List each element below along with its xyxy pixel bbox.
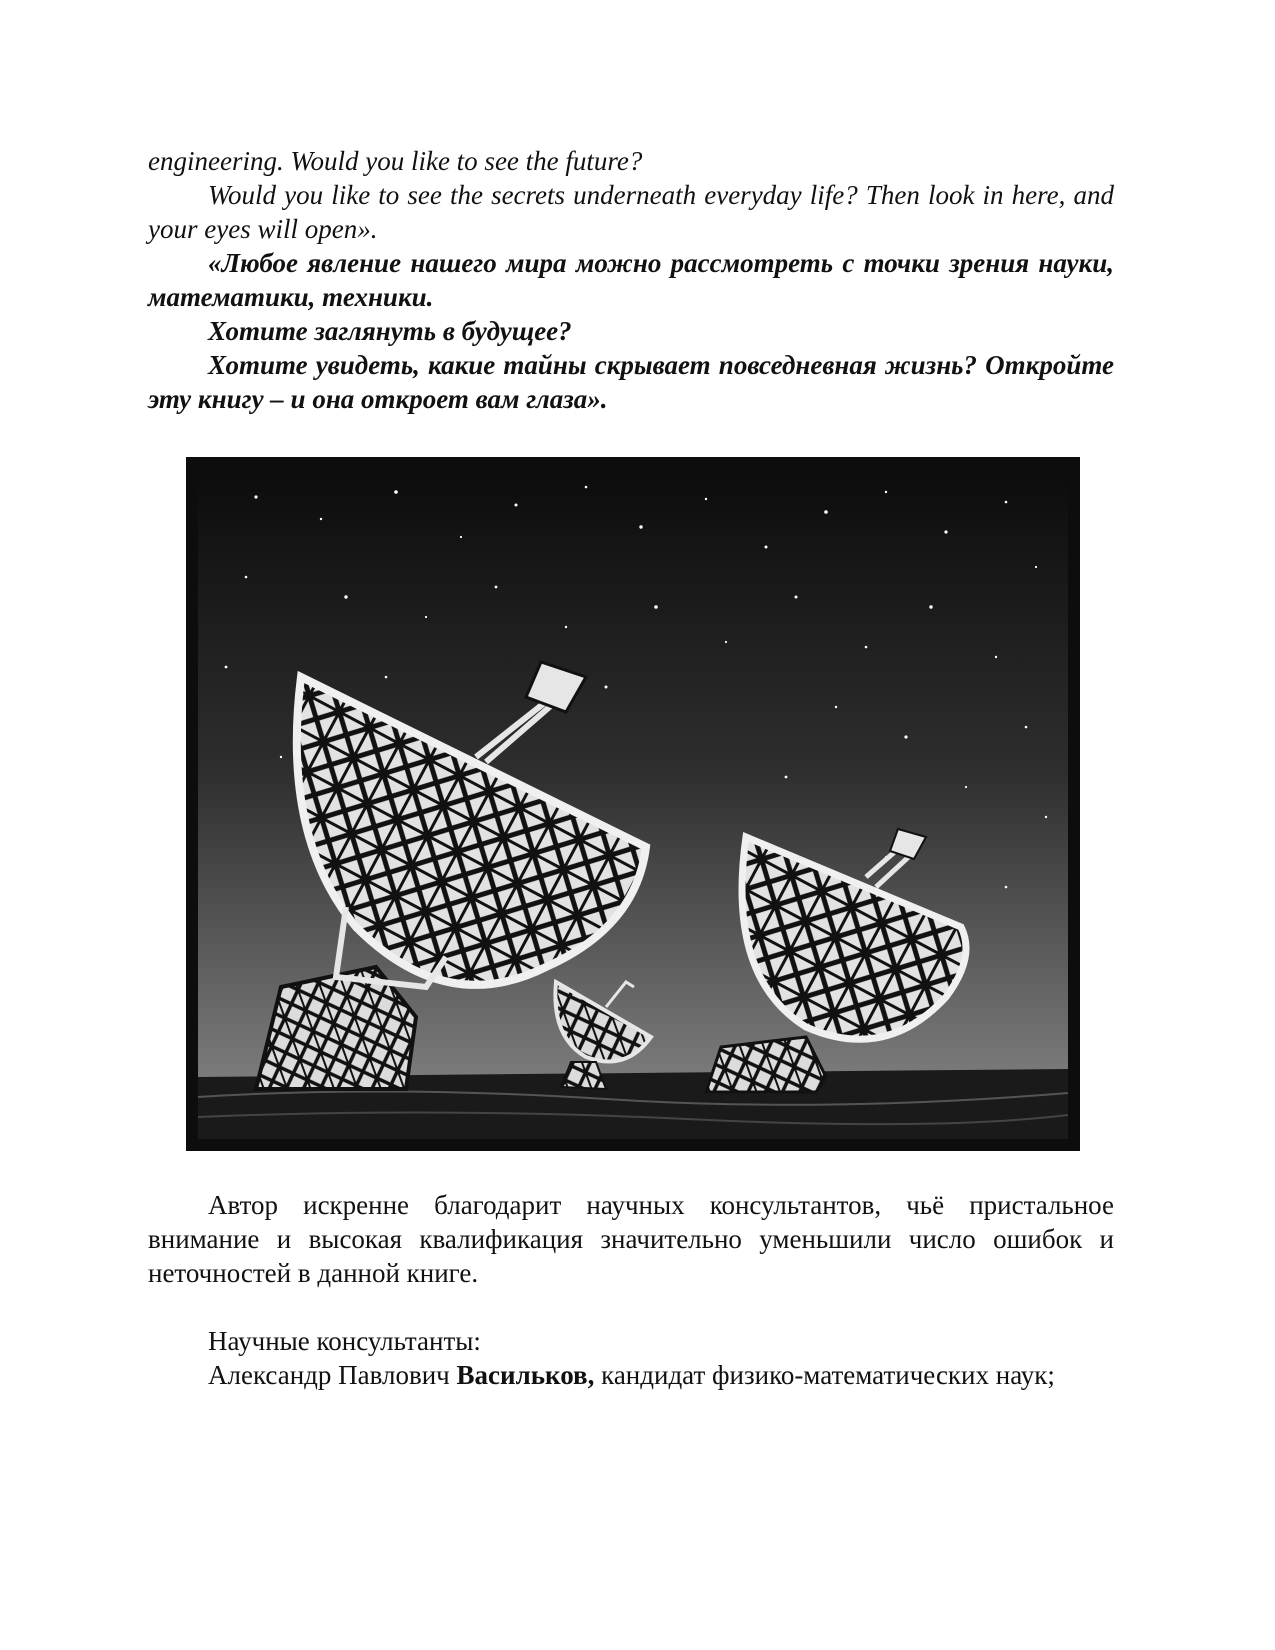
radio-telescopes-illustration [186, 457, 1080, 1151]
consultant-entry [148, 1358, 1114, 1392]
text-block-bottom [148, 1188, 1114, 1392]
russian-quote-paragraph-2: Хотите заглянуть в будущее? [208, 316, 572, 346]
radio-telescopes-icon [186, 457, 1080, 1151]
consultants-heading: Научные консультанты: [208, 1326, 481, 1356]
russian-quote-paragraph-3: Хотите увидеть, какие тайны скрывает повседневная жизнь? Откройте эту книгу – и она откроет вам глаза». [148, 350, 1114, 414]
russian-quote-paragraph-1: «Любое явление нашего мира можно рассмотреть с точки зрения науки, математики, техники. [148, 248, 1114, 312]
english-quote-line-2: Would you like to see the secrets underneath everyday life? Then look in here, and your eyes will open». [148, 180, 1114, 244]
english-quote-line-1: engineering. Would you like to see the future? [148, 146, 643, 176]
consultant-title: кандидат физико-математических наук; [601, 1360, 1055, 1390]
text-block-top [148, 144, 1114, 416]
acknowledgement-paragraph: Автор искренне благодарит научных консультантов, чьё пристальное внимание и высокая квалификация значительно уменьшили число ошибок и неточностей в данной книге. [148, 1190, 1114, 1288]
consultant-first-name: Александр Павлович [208, 1360, 450, 1390]
consultant-surname: Васильков, [456, 1360, 595, 1390]
